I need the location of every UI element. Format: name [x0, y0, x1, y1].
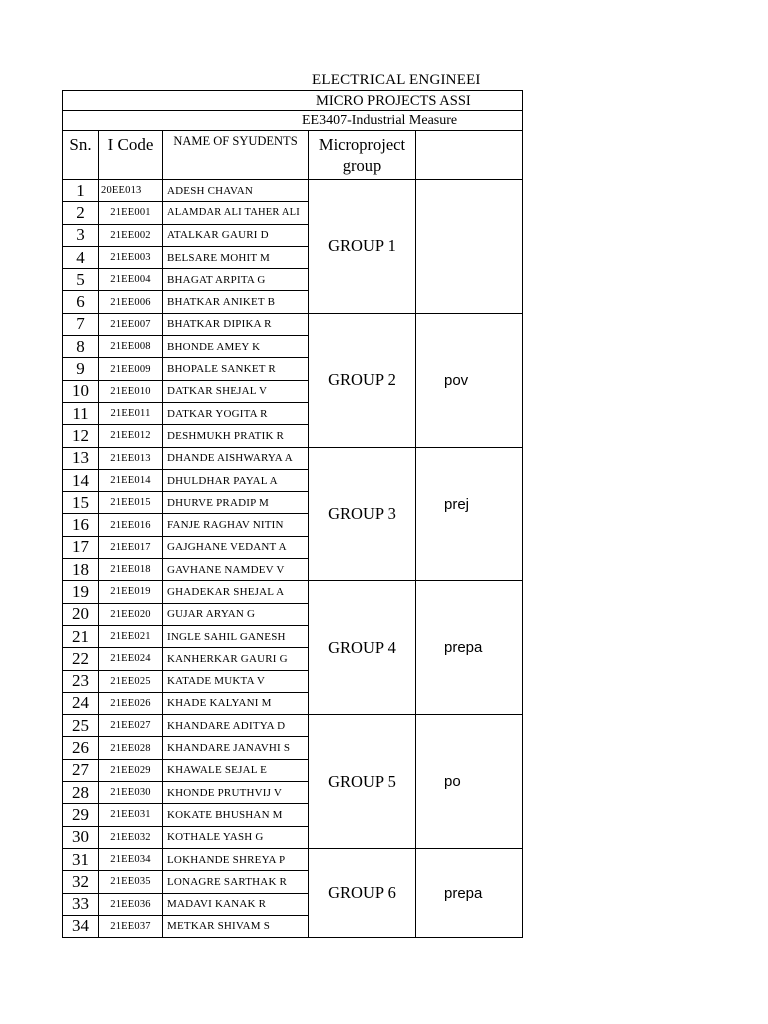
student-group-table — [62, 90, 523, 938]
student-name-cell: KOTHALE YASH G — [163, 826, 309, 848]
serial-number-cell: 23 — [63, 670, 99, 692]
icode-cell: 21EE015 — [99, 492, 163, 514]
student-name-cell: KHANDARE ADITYA D — [163, 715, 309, 737]
topic-cell: prepa — [416, 848, 523, 937]
icode-cell: 21EE014 — [99, 469, 163, 491]
icode-cell: 21EE027 — [99, 715, 163, 737]
student-name-cell: BHAGAT ARPITA G — [163, 269, 309, 291]
group-label-cell: GROUP 3 — [309, 447, 416, 581]
serial-number-cell: 6 — [63, 291, 99, 313]
icode-cell: 20EE013 — [99, 180, 163, 202]
icode-cell: 21EE026 — [99, 692, 163, 714]
student-name-cell: GAJGHANE VEDANT A — [163, 536, 309, 558]
header-name: NAME OF SYUDENTS — [163, 131, 309, 180]
serial-number-cell: 14 — [63, 469, 99, 491]
topic-cell: prej — [416, 447, 523, 581]
course-row — [63, 111, 523, 131]
icode-cell: 21EE009 — [99, 358, 163, 380]
header-topic — [416, 131, 523, 180]
serial-number-cell: 15 — [63, 492, 99, 514]
icode-cell: 21EE007 — [99, 313, 163, 335]
serial-number-cell: 13 — [63, 447, 99, 469]
serial-number-cell: 30 — [63, 826, 99, 848]
icode-cell: 21EE036 — [99, 893, 163, 915]
serial-number-cell: 28 — [63, 782, 99, 804]
icode-cell: 21EE003 — [99, 246, 163, 268]
serial-number-cell: 10 — [63, 380, 99, 402]
serial-number-cell: 3 — [63, 224, 99, 246]
serial-number-cell: 16 — [63, 514, 99, 536]
student-name-cell: BELSARE MOHIT M — [163, 246, 309, 268]
serial-number-cell: 33 — [63, 893, 99, 915]
icode-cell: 21EE028 — [99, 737, 163, 759]
serial-number-cell: 5 — [63, 269, 99, 291]
student-name-cell: GAVHANE NAMDEV V — [163, 559, 309, 581]
icode-cell: 21EE001 — [99, 202, 163, 224]
serial-number-cell: 2 — [63, 202, 99, 224]
student-name-cell: METKAR SHIVAM S — [163, 915, 309, 937]
icode-cell: 21EE010 — [99, 380, 163, 402]
group-label-cell: GROUP 6 — [309, 848, 416, 937]
student-name-cell: ATALKAR GAURI D — [163, 224, 309, 246]
serial-number-cell: 17 — [63, 536, 99, 558]
student-name-cell: KOKATE BHUSHAN M — [163, 804, 309, 826]
icode-cell: 21EE025 — [99, 670, 163, 692]
icode-cell: 21EE012 — [99, 425, 163, 447]
serial-number-cell: 22 — [63, 648, 99, 670]
icode-cell: 21EE020 — [99, 603, 163, 625]
table-row — [63, 313, 523, 335]
student-name-cell: DHULDHAR PAYAL A — [163, 469, 309, 491]
topic-cell: po — [416, 715, 523, 849]
table-row — [63, 848, 523, 870]
icode-cell: 21EE011 — [99, 402, 163, 424]
serial-number-cell: 29 — [63, 804, 99, 826]
group-label-cell: GROUP 5 — [309, 715, 416, 849]
serial-number-cell: 32 — [63, 871, 99, 893]
serial-number-cell: 25 — [63, 715, 99, 737]
student-name-cell: KATADE MUKTA V — [163, 670, 309, 692]
serial-number-cell: 24 — [63, 692, 99, 714]
header-row — [63, 131, 523, 180]
student-name-cell: LONAGRE SARTHAK R — [163, 871, 309, 893]
serial-number-cell: 11 — [63, 402, 99, 424]
icode-cell: 21EE016 — [99, 514, 163, 536]
student-name-cell: MADAVI KANAK R — [163, 893, 309, 915]
student-name-cell: FANJE RAGHAV NITIN — [163, 514, 309, 536]
topic-cell — [416, 180, 523, 314]
serial-number-cell: 34 — [63, 915, 99, 937]
document-title: ELECTRICAL ENGINEEI — [312, 72, 481, 88]
icode-cell: 21EE008 — [99, 336, 163, 358]
icode-cell: 21EE017 — [99, 536, 163, 558]
icode-cell: 21EE035 — [99, 871, 163, 893]
student-name-cell: KHADE KALYANI M — [163, 692, 309, 714]
header-group: Microproject group — [309, 131, 416, 180]
student-name-cell: GHADEKAR SHEJAL A — [163, 581, 309, 603]
document-subtitle: MICRO PROJECTS ASSI — [63, 91, 523, 111]
serial-number-cell: 19 — [63, 581, 99, 603]
serial-number-cell: 26 — [63, 737, 99, 759]
table-row — [63, 447, 523, 469]
serial-number-cell: 31 — [63, 848, 99, 870]
icode-cell: 21EE029 — [99, 759, 163, 781]
icode-cell: 21EE019 — [99, 581, 163, 603]
student-name-cell: KHAWALE SEJAL E — [163, 759, 309, 781]
student-name-cell: LOKHANDE SHREYA P — [163, 848, 309, 870]
serial-number-cell: 21 — [63, 625, 99, 647]
serial-number-cell: 9 — [63, 358, 99, 380]
group-label-cell: GROUP 2 — [309, 313, 416, 447]
student-name-cell: ADESH CHAVAN — [163, 180, 309, 202]
table-row — [63, 581, 523, 603]
icode-cell: 21EE006 — [99, 291, 163, 313]
table-row — [63, 715, 523, 737]
student-name-cell: BHONDE AMEY K — [163, 336, 309, 358]
student-name-cell: BHATKAR ANIKET B — [163, 291, 309, 313]
serial-number-cell: 1 — [63, 180, 99, 202]
student-name-cell: DESHMUKH PRATIK R — [163, 425, 309, 447]
icode-cell: 21EE013 — [99, 447, 163, 469]
serial-number-cell: 20 — [63, 603, 99, 625]
icode-cell: 21EE024 — [99, 648, 163, 670]
serial-number-cell: 18 — [63, 559, 99, 581]
icode-cell: 21EE034 — [99, 848, 163, 870]
topic-cell: pov — [416, 313, 523, 447]
icode-cell: 21EE037 — [99, 915, 163, 937]
icode-cell: 21EE032 — [99, 826, 163, 848]
serial-number-cell: 7 — [63, 313, 99, 335]
serial-number-cell: 12 — [63, 425, 99, 447]
student-name-cell: KHONDE PRUTHVIJ V — [163, 782, 309, 804]
student-name-cell: DHURVE PRADIP M — [163, 492, 309, 514]
group-label-cell: GROUP 4 — [309, 581, 416, 715]
icode-cell: 21EE004 — [99, 269, 163, 291]
serial-number-cell: 8 — [63, 336, 99, 358]
student-name-cell: DATKAR SHEJAL V — [163, 380, 309, 402]
header-icode: I Code — [99, 131, 163, 180]
subtitle-row — [63, 91, 523, 111]
icode-cell: 21EE031 — [99, 804, 163, 826]
student-name-cell: KANHERKAR GAURI G — [163, 648, 309, 670]
icode-cell: 21EE018 — [99, 559, 163, 581]
icode-cell: 21EE021 — [99, 625, 163, 647]
serial-number-cell: 4 — [63, 246, 99, 268]
course-line: EE3407-Industrial Measure — [63, 111, 523, 131]
student-name-cell: BHATKAR DIPIKA R — [163, 313, 309, 335]
student-name-cell: DATKAR YOGITA R — [163, 402, 309, 424]
student-name-cell: BHOPALE SANKET R — [163, 358, 309, 380]
table-row — [63, 180, 523, 202]
topic-cell: prepa — [416, 581, 523, 715]
serial-number-cell: 27 — [63, 759, 99, 781]
student-name-cell: GUJAR ARYAN G — [163, 603, 309, 625]
student-name-cell: INGLE SAHIL GANESH — [163, 625, 309, 647]
icode-cell: 21EE030 — [99, 782, 163, 804]
student-name-cell: KHANDARE JANAVHI S — [163, 737, 309, 759]
group-label-cell: GROUP 1 — [309, 180, 416, 314]
header-sn: Sn. — [63, 131, 99, 180]
student-name-cell: DHANDE AISHWARYA A — [163, 447, 309, 469]
student-name-cell: ALAMDAR ALI TAHER ALI — [163, 202, 309, 224]
icode-cell: 21EE002 — [99, 224, 163, 246]
